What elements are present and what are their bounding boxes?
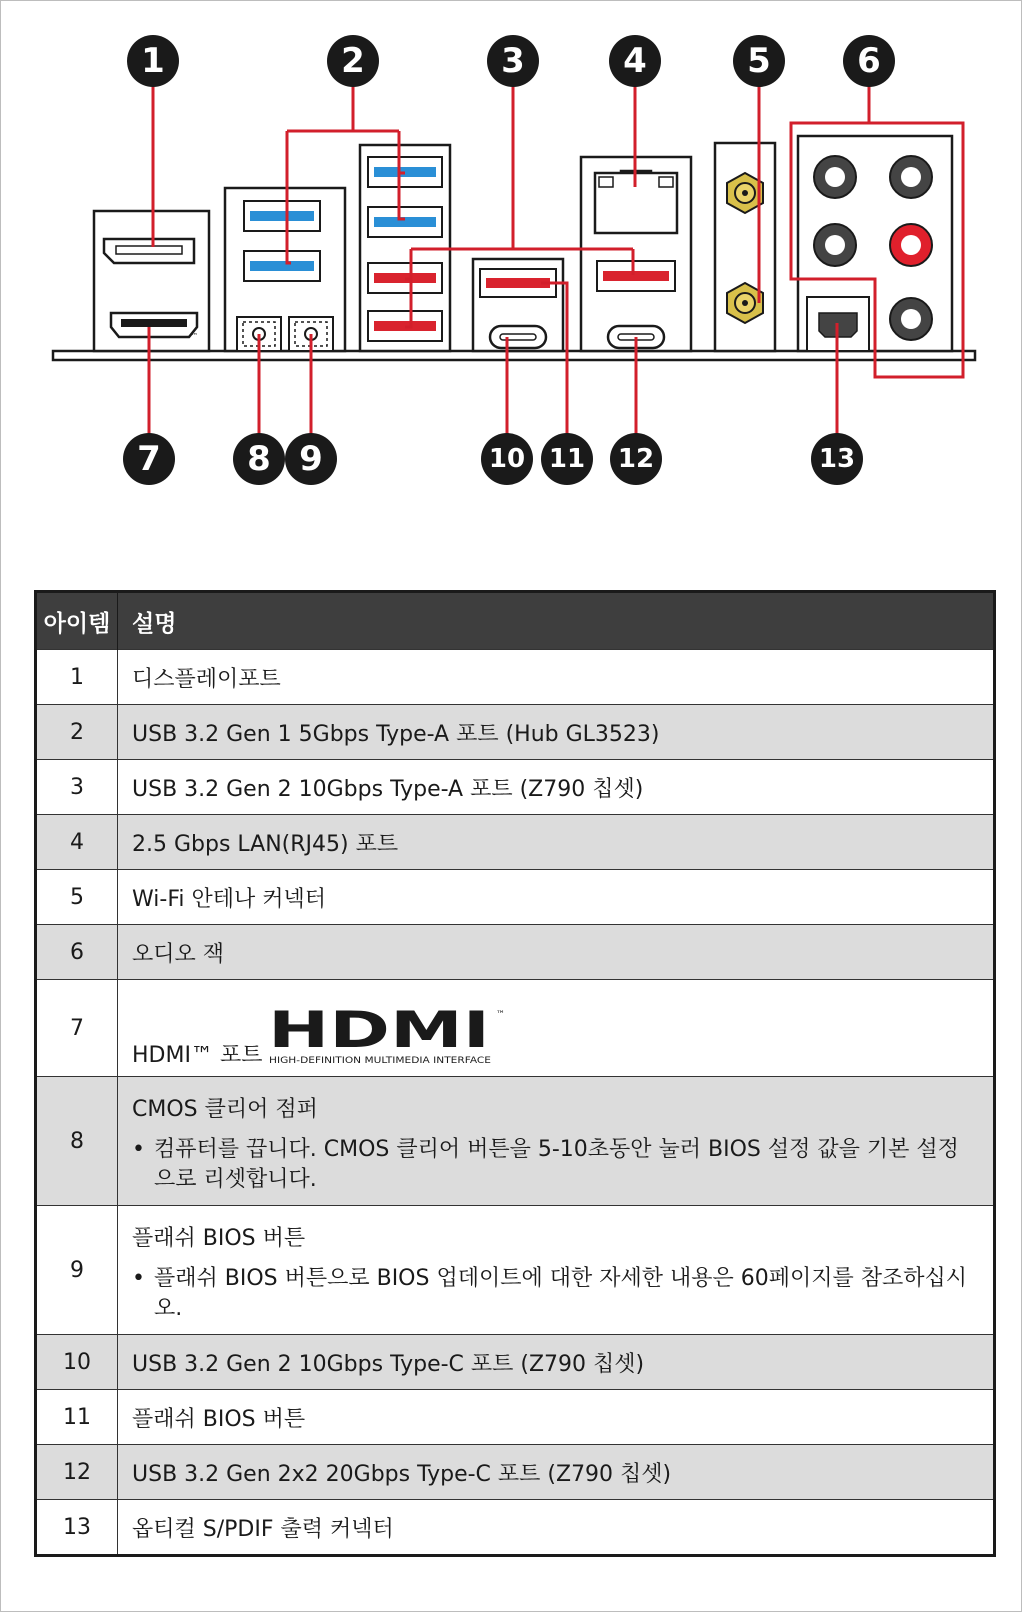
audio-jack-3-hole [825, 235, 845, 255]
svg-text:7: 7 [137, 439, 161, 479]
table-row [36, 815, 995, 870]
row-num: 6 [36, 925, 118, 980]
row-num: 9 [36, 1206, 118, 1335]
hdmi-port-inner [121, 319, 187, 327]
table-row [36, 705, 995, 760]
usb-port-3c-tongue [486, 278, 550, 288]
row-num: 3 [36, 760, 118, 815]
table-row [36, 1077, 995, 1206]
bullet-item [132, 1135, 979, 1195]
usb-c-port-10 [490, 326, 546, 348]
svg-text:8: 8 [247, 439, 271, 479]
row-num: 1 [36, 650, 118, 705]
row-desc-block [118, 1077, 995, 1206]
bullet-item [132, 1264, 979, 1324]
svg-text:2: 2 [341, 41, 365, 81]
svg-text:12: 12 [617, 444, 655, 474]
table-row [36, 870, 995, 925]
svg-text:3: 3 [501, 41, 525, 81]
svg-text:4: 4 [623, 41, 647, 81]
row-desc: 옵티컬 S/PDIF 출력 커넥터 [118, 1500, 995, 1556]
table-row [36, 980, 995, 1077]
bullet-text: 플래쉬 BIOS 버튼으로 BIOS 업데이트에 대한 자세한 내용은 60페이지를 참조하십시오. [154, 1265, 967, 1321]
row-desc-hdmi [118, 980, 995, 1077]
row-desc: Wi-Fi 안테나 커넥터 [118, 870, 995, 925]
lan-led-right [659, 177, 673, 187]
lan-led-left [599, 177, 613, 187]
callout-11 [541, 433, 593, 485]
hdmi-port-tm: ™ [191, 332, 198, 340]
table-header-row [36, 592, 995, 650]
row-num: 8 [36, 1077, 118, 1206]
svg-text:9: 9 [299, 439, 323, 479]
row-desc: 디스플레이포트 [118, 650, 995, 705]
hdmi-logo [268, 1007, 513, 1069]
callout-3 [487, 35, 539, 87]
hdmi-logo-word: HDMI [268, 1007, 491, 1059]
row-num: 11 [36, 1390, 118, 1445]
header-desc: 설명 [118, 592, 995, 650]
row-desc: USB 3.2 Gen 1 5Gbps Type-A 포트 (Hub GL3523) [118, 705, 995, 760]
row-num: 2 [36, 705, 118, 760]
row-desc: USB 3.2 Gen 2 10Gbps Type-A 포트 (Z790 칩셋) [118, 760, 995, 815]
callout-7 [123, 433, 175, 485]
row-desc: USB 3.2 Gen 2 10Gbps Type-C 포트 (Z790 칩셋) [118, 1335, 995, 1390]
svg-text:10: 10 [488, 444, 526, 474]
callout-10 [481, 433, 533, 485]
header-item: 아이템 [36, 592, 118, 650]
table-row [36, 925, 995, 980]
row-desc: 2.5 Gbps LAN(RJ45) 포트 [118, 815, 995, 870]
row-desc: CMOS 클리어 점퍼 [132, 1096, 318, 1122]
audio-jack-1-hole [825, 167, 845, 187]
callout-13 [811, 433, 863, 485]
row-num: 10 [36, 1335, 118, 1390]
svg-text:1: 1 [141, 41, 165, 81]
callout-12 [610, 433, 662, 485]
row-num: 7 [36, 980, 118, 1077]
audio-jack-5-hole [901, 309, 921, 329]
row-desc: 오디오 잭 [118, 925, 995, 980]
callout-2 [327, 35, 379, 87]
usb-port-3d-tongue [603, 271, 669, 281]
bullet-dot: • [132, 1265, 145, 1291]
row-desc-text: HDMI™ 포트 [132, 1043, 263, 1068]
table-row [36, 1390, 995, 1445]
callout-5 [733, 35, 785, 87]
row-num: 13 [36, 1500, 118, 1556]
callout-1 [127, 35, 179, 87]
wifi-connector-b-pin [742, 300, 748, 306]
table-row [36, 1445, 995, 1500]
row-num: 5 [36, 870, 118, 925]
rear-io-diagram [1, 1, 1024, 521]
audio-jack-2-hole [901, 167, 921, 187]
table-row [36, 760, 995, 815]
bullet-dot: • [132, 1136, 145, 1162]
row-desc: 플래쉬 BIOS 버튼 [118, 1390, 995, 1445]
row-desc-block [118, 1206, 995, 1335]
table-row [36, 1206, 995, 1335]
usb-port-2a-tongue [250, 211, 314, 221]
audio-jack-4-hole [901, 235, 921, 255]
row-num: 12 [36, 1445, 118, 1500]
svg-text:5: 5 [747, 41, 771, 81]
callout-9 [285, 433, 337, 485]
displayport-port [104, 239, 194, 263]
wifi-connector-a-pin [742, 190, 748, 196]
table-row [36, 1335, 995, 1390]
row-desc: 플래쉬 BIOS 버튼 [132, 1225, 306, 1251]
callout-8 [233, 433, 285, 485]
row-num: 4 [36, 815, 118, 870]
usb-port-2b-tongue [250, 261, 314, 271]
bullet-text: 컴퓨터를 끕니다. CMOS 클리어 버튼을 5-10초동안 눌러 BIOS 설정 값을 기본 설정으로 리셋합니다. [154, 1136, 959, 1192]
callout-6 [843, 35, 895, 87]
callout-4 [609, 35, 661, 87]
port-description-table [34, 590, 996, 1557]
svg-text:13: 13 [818, 444, 856, 474]
table-row [36, 650, 995, 705]
hdmi-logo-tm: ™ [496, 1010, 506, 1020]
row-desc: USB 3.2 Gen 2x2 20Gbps Type-C 포트 (Z790 칩셋) [118, 1445, 995, 1500]
table-row [36, 1500, 995, 1556]
svg-text:11: 11 [548, 444, 586, 474]
hdmi-logo-tagline: HIGH-DEFINITION MULTIMEDIA INTERFACE [269, 1056, 492, 1066]
svg-text:6: 6 [857, 41, 881, 81]
